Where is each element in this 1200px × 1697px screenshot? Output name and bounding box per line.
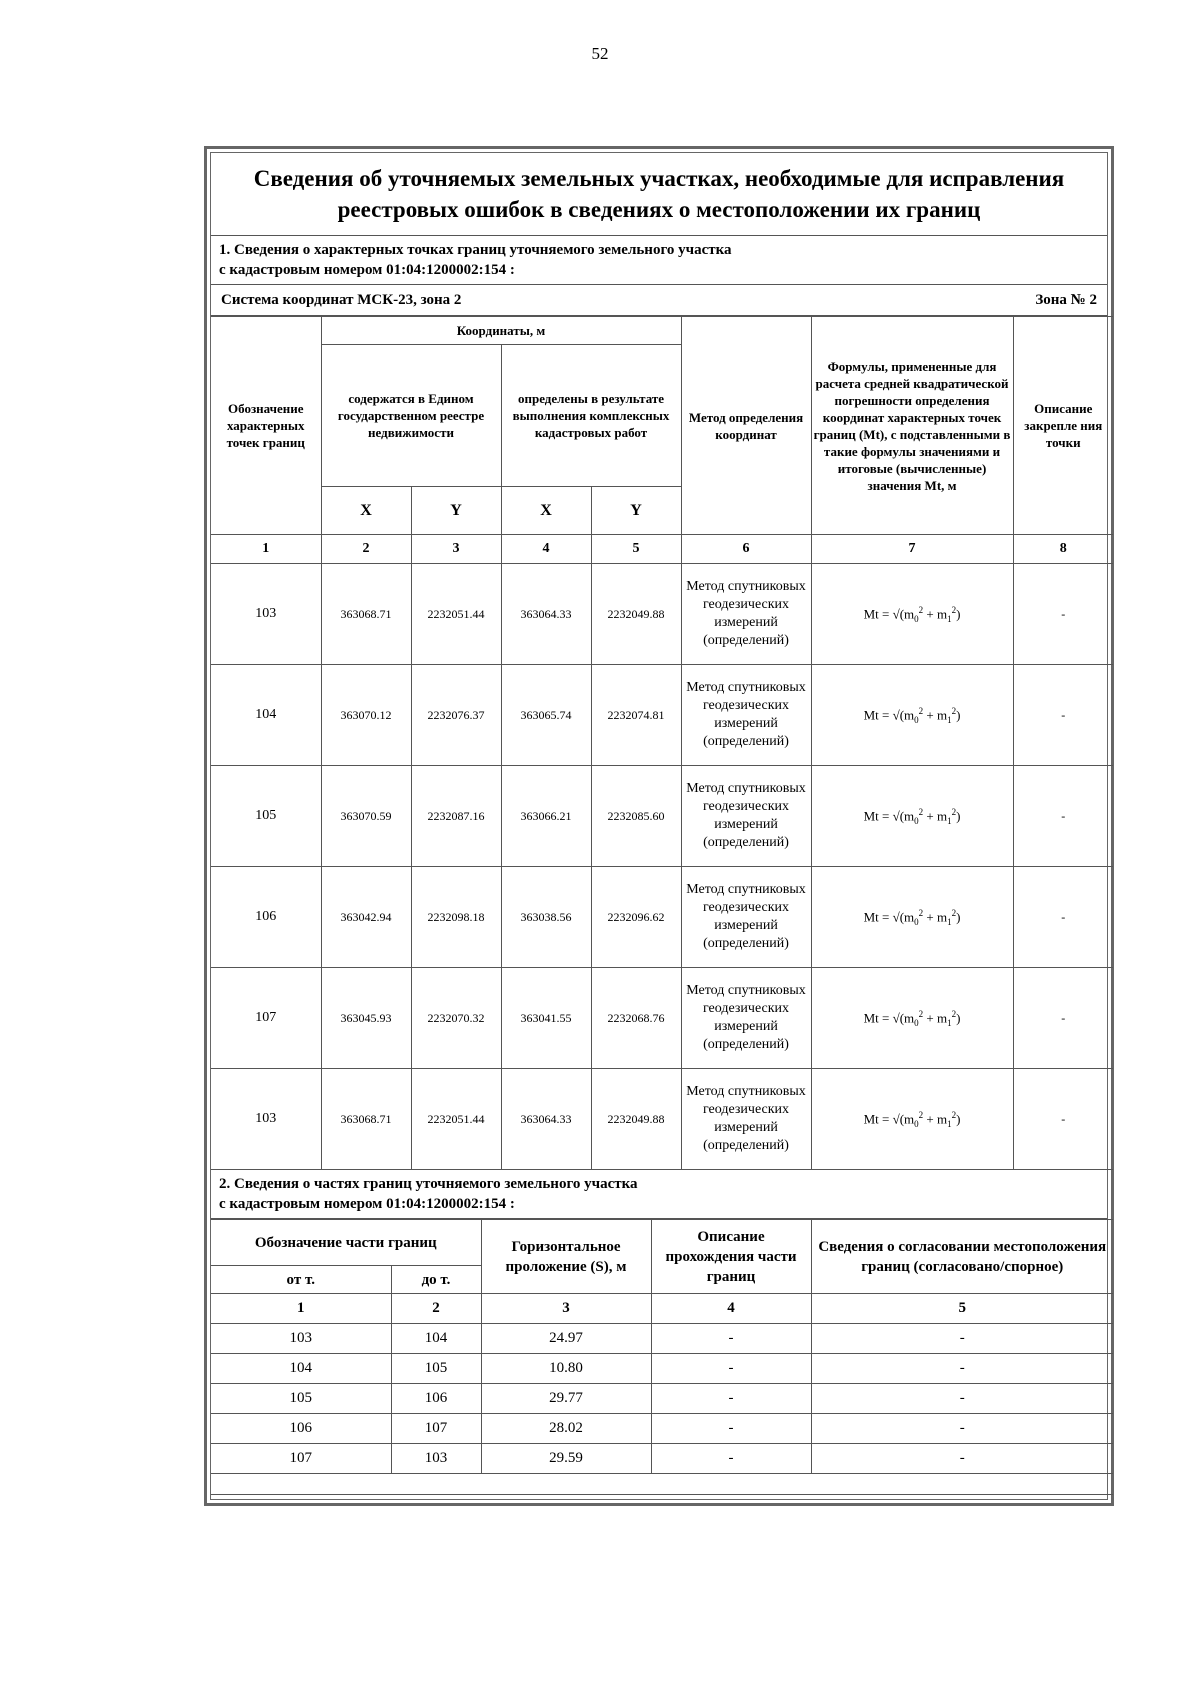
description-cell: - [651, 1324, 811, 1354]
header-point: Обозначение характерных точек границ [211, 317, 321, 535]
y-registry-cell: 2232051.44 [411, 564, 501, 665]
document-inner [210, 152, 1108, 1500]
x-determined-cell: 363066.21 [501, 766, 591, 867]
to-cell: 103 [391, 1444, 481, 1474]
approval-cell: - [811, 1384, 1113, 1414]
point-cell: 107 [211, 968, 321, 1069]
description-cell: - [651, 1444, 811, 1474]
from-cell: 107 [211, 1444, 391, 1474]
x-determined-cell: 363065.74 [501, 665, 591, 766]
col-num: 5 [811, 1294, 1113, 1324]
formula-sub1: 1 [947, 613, 952, 624]
formula-mid: + m [923, 807, 948, 823]
header-from: от т. [211, 1266, 391, 1294]
from-cell: 105 [211, 1384, 391, 1414]
x-registry-cell: 363068.71 [321, 1069, 411, 1170]
y-determined-cell: 2232085.60 [591, 766, 681, 867]
formula-mid: + m [923, 605, 948, 621]
length-cell: 10.80 [481, 1354, 651, 1384]
formula-cell [811, 867, 1013, 968]
coord-system: Система координат МСК-23, зона 2 [221, 291, 462, 308]
header-description: Описание прохождения части границ [651, 1220, 811, 1294]
y-determined-cell: 2232096.62 [591, 867, 681, 968]
fixing-cell: - [1013, 564, 1113, 665]
table-row [211, 1354, 1113, 1384]
method-cell: Метод спутниковых геодезических измерений (определений) [681, 867, 811, 968]
method-cell: Метод спутниковых геодезических измерений (определений) [681, 968, 811, 1069]
formula-sub1: 1 [947, 1017, 952, 1028]
formula-prefix: Mt = √(m [863, 807, 915, 823]
method-cell: Метод спутниковых геодезических измерений (определений) [681, 1069, 811, 1170]
col-num: 3 [481, 1294, 651, 1324]
formula-sup1: 2 [951, 806, 957, 817]
col-num: 5 [591, 535, 681, 564]
section1-heading-line2: с кадастровым номером 01:04:1200002:154 : [219, 262, 515, 278]
column-numbers-row-2 [211, 1294, 1113, 1324]
length-cell: 29.77 [481, 1384, 651, 1414]
formula-suffix: ) [956, 706, 961, 722]
x-registry-cell: 363045.93 [321, 968, 411, 1069]
points-table [211, 316, 1113, 1170]
to-cell: 105 [391, 1354, 481, 1384]
formula-sub1: 1 [947, 815, 952, 826]
header-length: Горизонтальное проложение (S), м [481, 1220, 651, 1294]
table-row [211, 766, 1113, 867]
table-row [211, 968, 1113, 1069]
formula-sub0: 0 [914, 815, 919, 826]
formula-suffix: ) [956, 1110, 961, 1126]
header-coordinates: Координаты, м [321, 317, 681, 345]
formula-mid: + m [923, 1009, 948, 1025]
method-cell: Метод спутниковых геодезических измерений (определений) [681, 564, 811, 665]
y-registry-cell: 2232087.16 [411, 766, 501, 867]
parts-table [211, 1219, 1113, 1495]
approval-cell: - [811, 1324, 1113, 1354]
header-x1: X [321, 487, 411, 535]
formula-suffix: ) [956, 807, 961, 823]
y-determined-cell: 2232049.88 [591, 564, 681, 665]
x-registry-cell: 363068.71 [321, 564, 411, 665]
formula-sup1: 2 [951, 705, 957, 716]
header-method: Метод определения координат [681, 317, 811, 535]
formula-prefix: Mt = √(m [863, 908, 915, 924]
section1-heading-line1: 1. Сведения о характерных точках границ уточняемого земельного участка [219, 242, 732, 258]
page-number: 52 [591, 44, 609, 63]
method-cell: Метод спутниковых геодезических измерений (определений) [681, 665, 811, 766]
header-part: Обозначение части границ [211, 1220, 481, 1266]
description-cell: - [651, 1384, 811, 1414]
formula-sup0: 2 [918, 1008, 924, 1019]
col-num: 1 [211, 1294, 391, 1324]
method-cell: Метод спутниковых геодезических измерений (определений) [681, 766, 811, 867]
formula-sup1: 2 [951, 604, 957, 615]
header-y2: Y [591, 487, 681, 535]
table-row [211, 665, 1113, 766]
parts-table-body [211, 1324, 1113, 1474]
formula-sub1: 1 [947, 916, 952, 927]
table-row [211, 1384, 1113, 1414]
col-num: 2 [321, 535, 411, 564]
document-frame [204, 146, 1114, 1506]
formula-sub0: 0 [914, 714, 919, 725]
y-registry-cell: 2232070.32 [411, 968, 501, 1069]
formula-prefix: Mt = √(m [863, 1009, 915, 1025]
y-registry-cell: 2232076.37 [411, 665, 501, 766]
formula-sup0: 2 [918, 604, 924, 615]
formula-cell [811, 766, 1013, 867]
formula-mid: + m [923, 908, 948, 924]
formula-sup1: 2 [951, 1109, 957, 1120]
col-num: 3 [411, 535, 501, 564]
x-determined-cell: 363064.33 [501, 564, 591, 665]
formula-suffix: ) [956, 1009, 961, 1025]
table-row [211, 1324, 1113, 1354]
from-cell: 103 [211, 1324, 391, 1354]
x-registry-cell: 363042.94 [321, 867, 411, 968]
formula-sub1: 1 [947, 714, 952, 725]
formula-sup0: 2 [918, 1109, 924, 1120]
point-cell: 103 [211, 1069, 321, 1170]
col-num: 1 [211, 535, 321, 564]
formula-cell [811, 665, 1013, 766]
length-cell: 29.59 [481, 1444, 651, 1474]
header-determined: определены в результате выполнения комплексных кадастровых работ [501, 345, 681, 487]
formula-mid: + m [923, 706, 948, 722]
y-determined-cell: 2232068.76 [591, 968, 681, 1069]
col-num: 4 [501, 535, 591, 564]
approval-cell: - [811, 1444, 1113, 1474]
from-cell: 106 [211, 1414, 391, 1444]
formula-sup0: 2 [918, 806, 924, 817]
empty-row [211, 1474, 1113, 1495]
fixing-cell: - [1013, 766, 1113, 867]
point-cell: 106 [211, 867, 321, 968]
y-registry-cell: 2232051.44 [411, 1069, 501, 1170]
y-determined-cell: 2232049.88 [591, 1069, 681, 1170]
length-cell: 24.97 [481, 1324, 651, 1354]
table-row [211, 1444, 1113, 1474]
col-num: 8 [1013, 535, 1113, 564]
x-registry-cell: 363070.12 [321, 665, 411, 766]
table-row [211, 867, 1113, 968]
to-cell: 106 [391, 1384, 481, 1414]
formula-cell [811, 1069, 1013, 1170]
header-x2: X [501, 487, 591, 535]
section2-heading [211, 1170, 1107, 1219]
section1-heading [211, 236, 1107, 285]
x-determined-cell: 363041.55 [501, 968, 591, 1069]
formula-prefix: Mt = √(m [863, 605, 915, 621]
y-determined-cell: 2232074.81 [591, 665, 681, 766]
zone-label: Зона № 2 [1035, 291, 1097, 308]
fixing-cell: - [1013, 968, 1113, 1069]
section2-heading-line2: с кадастровым номером 01:04:1200002:154 : [219, 1196, 515, 1212]
to-cell: 107 [391, 1414, 481, 1444]
formula-suffix: ) [956, 605, 961, 621]
formula-sub0: 0 [914, 1017, 919, 1028]
description-cell: - [651, 1354, 811, 1384]
from-cell: 104 [211, 1354, 391, 1384]
col-num: 6 [681, 535, 811, 564]
length-cell: 28.02 [481, 1414, 651, 1444]
document-title [211, 153, 1107, 236]
formula-sub0: 0 [914, 916, 919, 927]
section2-heading-line1: 2. Сведения о частях границ уточняемого земельного участка [219, 1176, 638, 1192]
column-numbers-row [211, 535, 1113, 564]
fixing-cell: - [1013, 665, 1113, 766]
point-cell: 104 [211, 665, 321, 766]
formula-sup1: 2 [951, 907, 957, 918]
points-table-body [211, 564, 1113, 1170]
y-registry-cell: 2232098.18 [411, 867, 501, 968]
x-registry-cell: 363070.59 [321, 766, 411, 867]
fixing-cell: - [1013, 1069, 1113, 1170]
table-row [211, 1069, 1113, 1170]
col-num: 2 [391, 1294, 481, 1324]
point-cell: 105 [211, 766, 321, 867]
formula-sup0: 2 [918, 705, 924, 716]
header-formula: Формулы, примененные для расчета средней квадратической погрешности определения координат характерных точек границ (Mt), с подставленными в такие формулы значениями и итоговые (вычисленные) значения Mt, м [811, 317, 1013, 535]
header-approval: Сведения о согласовании местоположения границ (согласовано/спорное) [811, 1220, 1113, 1294]
formula-sup1: 2 [951, 1008, 957, 1019]
formula-sup0: 2 [918, 907, 924, 918]
title-line-1: Сведения об уточняемых земельных участках, необходимые для исправления [253, 166, 1065, 191]
formula-suffix: ) [956, 908, 961, 924]
header-y1: Y [411, 487, 501, 535]
formula-cell [811, 968, 1013, 1069]
coord-system-row [211, 285, 1107, 316]
header-fixing: Описание закрепле ния точки [1013, 317, 1113, 535]
x-determined-cell: 363038.56 [501, 867, 591, 968]
formula-cell [811, 564, 1013, 665]
title-line-2: реестровых ошибок в сведениях о местоположении их границ [337, 197, 981, 222]
approval-cell: - [811, 1414, 1113, 1444]
empty-cell [211, 1474, 1113, 1495]
to-cell: 104 [391, 1324, 481, 1354]
description-cell: - [651, 1414, 811, 1444]
formula-sub1: 1 [947, 1118, 952, 1129]
table-row [211, 564, 1113, 665]
table-row [211, 1414, 1113, 1444]
col-num: 4 [651, 1294, 811, 1324]
col-num: 7 [811, 535, 1013, 564]
formula-mid: + m [923, 1110, 948, 1126]
approval-cell: - [811, 1354, 1113, 1384]
formula-sub0: 0 [914, 1118, 919, 1129]
formula-prefix: Mt = √(m [863, 706, 915, 722]
point-cell: 103 [211, 564, 321, 665]
formula-sub0: 0 [914, 613, 919, 624]
x-determined-cell: 363064.33 [501, 1069, 591, 1170]
formula-prefix: Mt = √(m [863, 1110, 915, 1126]
header-to: до т. [391, 1266, 481, 1294]
header-registry: содержатся в Едином государственном реестре недвижимости [321, 345, 501, 487]
fixing-cell: - [1013, 867, 1113, 968]
